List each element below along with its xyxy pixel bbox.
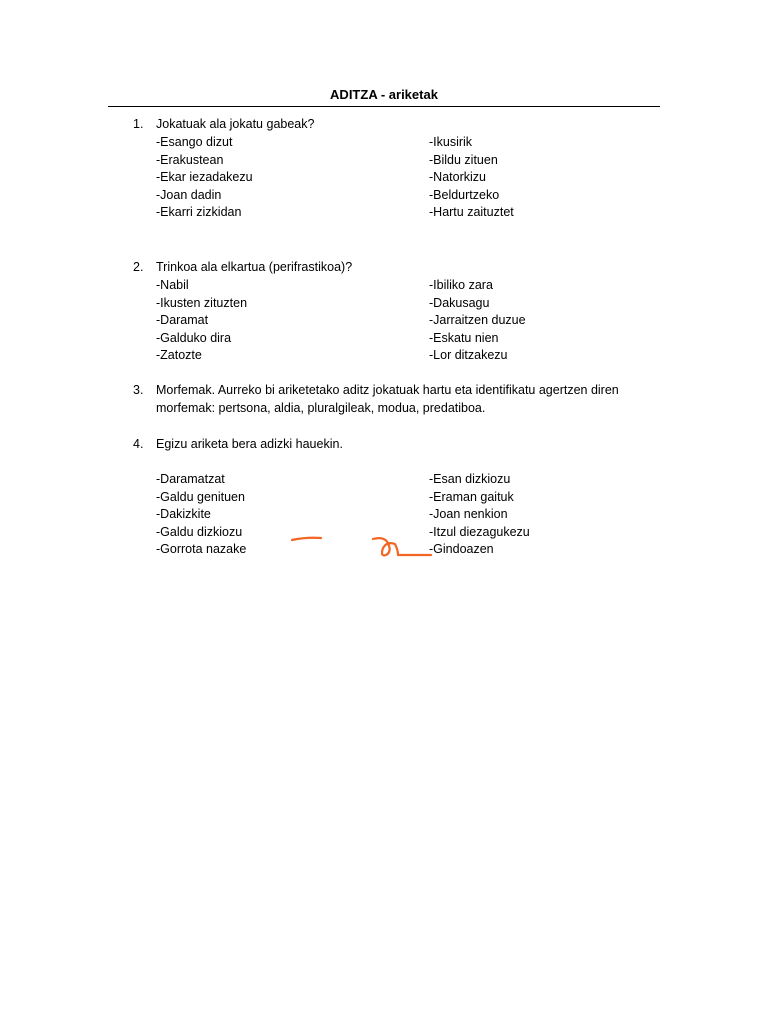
list-item: -Dakusagu: [429, 295, 490, 310]
list-item: -Gindoazen: [429, 542, 494, 557]
exercise-4-right-list: [429, 471, 530, 559]
list-item: -Esan dizkiozu: [429, 472, 511, 486]
list-item: -Bildu zituen: [429, 152, 498, 167]
exercise-prompt: Trinkoa ala elkartua (perifrastikoa)?: [156, 260, 353, 274]
title-underline: [108, 106, 660, 107]
exercise-number: 1.: [133, 117, 144, 131]
list-item: -Hartu zaituztet: [429, 205, 514, 220]
list-item: -Dakizkite: [156, 507, 211, 522]
list-item: -Zatozte: [156, 348, 202, 363]
annotation-dash-mark: [292, 538, 321, 540]
list-item: -Itzul diezagukezu: [429, 524, 530, 539]
exercise-4-left-list: [156, 471, 246, 559]
exercise-number: 3.: [133, 383, 144, 397]
list-item: -Galdu dizkiozu: [156, 524, 243, 539]
list-item: -Nabil: [156, 278, 189, 292]
list-item: -Galduko dira: [156, 330, 232, 345]
list-item: -Esango dizut: [156, 135, 233, 149]
list-item: -Ibiliko zara: [429, 278, 493, 292]
exercise-prompt: Jokatuak ala jokatu gabeak?: [156, 117, 315, 131]
exercise-1-right-list: [429, 134, 514, 222]
list-item: -Ekarri zizkidan: [156, 205, 242, 220]
list-item: -Erakustean: [156, 152, 224, 167]
list-item: -Beldurtzeko: [429, 187, 500, 202]
exercise-1-left-list: [156, 134, 253, 222]
exercise-number: 4.: [133, 437, 144, 451]
exercise-2-left-list: [156, 277, 247, 365]
list-item: -Lor ditzakezu: [429, 348, 508, 363]
page-title: ADITZA - ariketak: [330, 87, 438, 102]
list-item: -Joan nenkion: [429, 507, 508, 522]
list-item: -Natorkizu: [429, 170, 486, 185]
list-item: -Ikusirik: [429, 135, 473, 149]
list-item: -Galdu genituen: [156, 489, 245, 504]
list-item: -Eraman gaituk: [429, 489, 514, 504]
annotation-loop-mark: [373, 538, 431, 555]
list-item: -Jarraitzen duzue: [429, 313, 526, 328]
list-item: -Eskatu nien: [429, 330, 499, 345]
list-item: -Daramatzat: [156, 472, 225, 486]
exercise-prompt: Egizu ariketa bera adizki hauekin.: [156, 437, 343, 451]
exercise-2-right-list: [429, 277, 526, 365]
list-item: -Ikusten zituzten: [156, 295, 248, 310]
list-item: -Gorrota nazake: [156, 542, 247, 557]
exercise-prompt: Morfemak. Aurreko bi ariketetako aditz jokatuak hartu eta identifikatu agertzen diren morfemak: pertsona, aldia, pluralgileak, modua, predatiboa.: [156, 383, 619, 415]
list-item: -Daramat: [156, 313, 209, 328]
list-item: -Joan dadin: [156, 187, 222, 202]
exercise-number: 2.: [133, 260, 144, 274]
list-item: -Ekar iezadakezu: [156, 170, 253, 185]
